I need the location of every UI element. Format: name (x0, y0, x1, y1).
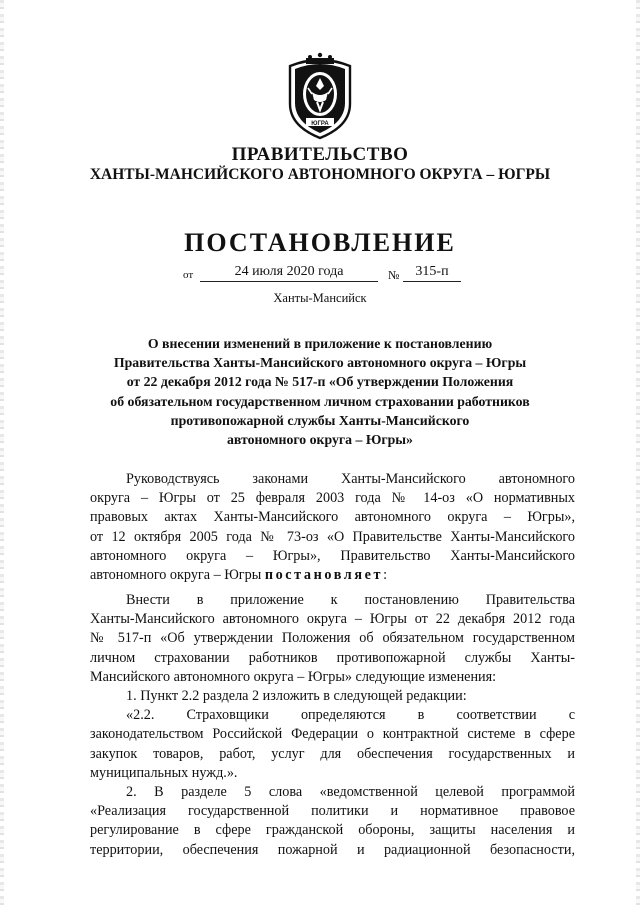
text-line: автономного округа – Югры», Правительство Ханты-Мансийского (90, 547, 575, 564)
quoted-text-line: законодательством Российской Федерации о контрактной системе в сфере (90, 726, 575, 743)
subject-line: противопожарной службы Ханты-Мансийского (170, 412, 470, 428)
subject-line: О внесении изменений в приложение к постановлению (147, 336, 493, 351)
scan-edge-right (636, 0, 640, 905)
subject-line: от 22 декабря 2012 года № 517-п «Об утверждении Положения (126, 374, 514, 390)
date-prefix-label: от (183, 269, 194, 281)
preamble-paragraph (90, 470, 575, 585)
number-label: № (388, 268, 400, 282)
text-fragment: автономного округа – Югры (90, 567, 265, 584)
government-subtitle: ХАНТЫ-МАНСИЙСКОГО АВТОНОМНОГО ОКРУГА – ЮГРЫ (89, 166, 551, 183)
document-date: 24 июля 2020 года (200, 264, 378, 282)
text-line: Внести в приложение к постановлению Правительства (126, 592, 575, 608)
emblem-caption: ЮГРА (311, 121, 329, 127)
yugra-coat-of-arms-icon (284, 52, 356, 140)
document-type-heading: ПОСТАНОВЛЕНИЕ (184, 228, 456, 257)
text-line: Ханты-Мансийского автономного округа – Югры от 22 декабря 2012 года (90, 611, 575, 628)
amendment-item-2: 2. В разделе 5 слова «ведомственной целевой программой (126, 784, 575, 801)
text-line: территории, обеспечения пожарной и радиационной безопасности, (90, 841, 575, 858)
text-line: правовых актах Ханты-Мансийского автономного округа – Югры», (90, 509, 575, 526)
text-line: личном страховании работников противопожарной службы Ханты- (90, 649, 575, 666)
amendments-paragraph (90, 591, 575, 860)
text-line (90, 566, 575, 585)
scan-edge-left (0, 0, 4, 905)
quoted-text-line: закупок товаров, работ, услуг для обеспечения государственных и (90, 745, 575, 762)
quoted-text-line: «2.2. Страховщики определяются в соответствии с (126, 707, 575, 724)
quoted-text-line: муниципальных нужд.». (90, 764, 238, 781)
subject-line: об обязательном государственном личном страховании работников (110, 393, 530, 409)
document-number: 315-п (403, 264, 461, 282)
subject-line: Правительства Ханты-Мансийского автономного округа – Югры (113, 355, 527, 371)
text-line: округа – Югры от 25 февраля 2003 года № 14-оз «О нормативных (90, 490, 575, 507)
subject-line: автономного округа – Югры» (227, 432, 413, 448)
text-line: Руководствуясь законами Ханты-Мансийского автономного (126, 471, 575, 487)
text-fragment: : (383, 567, 388, 584)
text-line: «Реализация государственной политики и нормативное правовое (90, 803, 575, 820)
text-line: регулирование в сфере гражданской обороны, защиты населения и (90, 822, 575, 839)
government-title: ПРАВИТЕЛЬСТВО (231, 144, 409, 165)
text-line: Мансийского автономного округа – Югры» следующие изменения: (90, 668, 497, 685)
resolves-keyword: постановляет (264, 567, 384, 584)
amendment-item-1: 1. Пункт 2.2 раздела 2 изложить в следующей редакции: (126, 688, 467, 705)
city-name: Ханты-Мансийск (273, 291, 367, 305)
text-line: от 12 октября 2005 года № 73-оз «О Правительстве Ханты-Мансийского (90, 528, 575, 545)
text-line: № 517-п «Об утверждении Положения об обязательном государственном (90, 630, 575, 647)
document-subject (90, 334, 550, 449)
